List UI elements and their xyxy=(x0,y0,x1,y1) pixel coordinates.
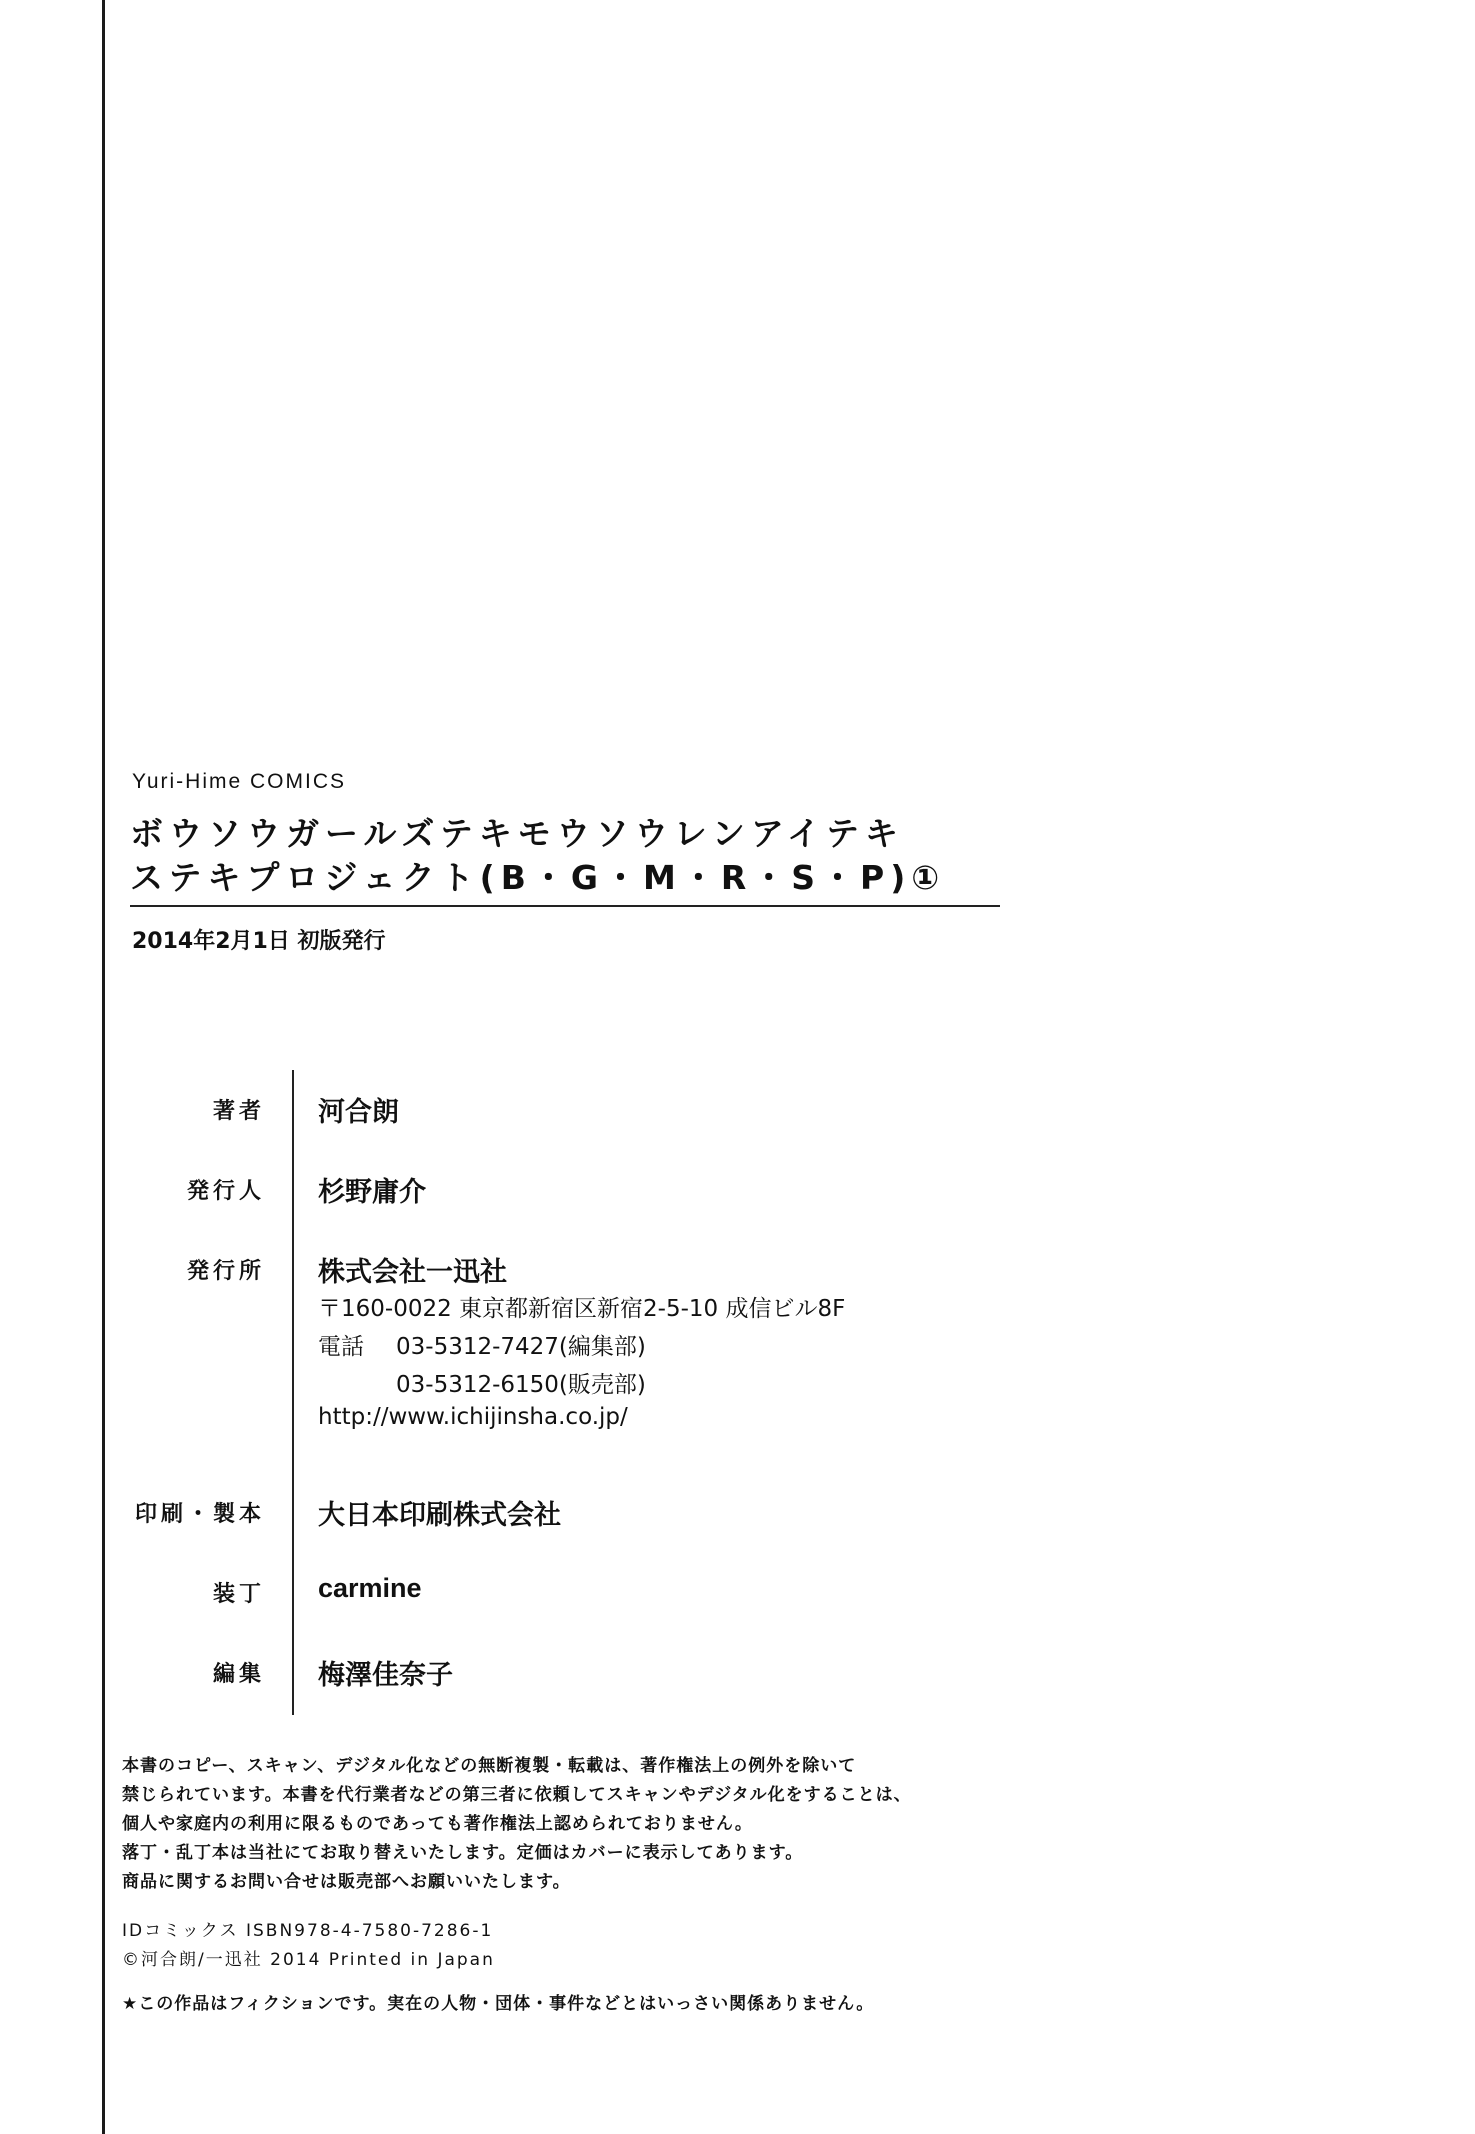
series-name: Yuri-Hime COMICS xyxy=(132,770,347,793)
book-title xyxy=(130,812,1110,900)
isbn-line: IDコミックス ISBN978-4-7580-7286-1 xyxy=(122,1921,494,1941)
publisher-url: http://www.ichijinsha.co.jp/ xyxy=(318,1404,628,1430)
copyright-line: ©河合朗/一迅社 2014 Printed in Japan xyxy=(122,1950,495,1970)
publication-date: 2014年2月1日 初版発行 xyxy=(132,929,386,954)
phone-sales: 03-5312-6150(販売部) xyxy=(396,1372,646,1398)
legal-line: 個人や家庭内の利用に限るものであっても著作権法上認められておりません。 xyxy=(122,1814,753,1834)
editor-label: 編集 xyxy=(212,1662,265,1687)
publisher-label: 発行所 xyxy=(186,1259,265,1284)
title-line-1: ボウソウガールズテキモウソウレンアイテキ xyxy=(130,814,904,853)
fiction-disclaimer: ★この作品はフィクションです。実在の人物・団体・事件などとはいっさい関係ありません。 xyxy=(122,1994,875,2014)
design-value: carmine xyxy=(318,1573,422,1603)
page-border-line xyxy=(102,0,105,2134)
author-value: 河合朗 xyxy=(318,1097,399,1128)
legal-line: 商品に関するお問い合せは販売部へお願いいたします。 xyxy=(122,1872,571,1892)
legal-line: 禁じられています。本書を代行業者などの第三者に依頼してスキャンやデジタル化をすることは、 xyxy=(122,1785,912,1805)
book-identifiers xyxy=(122,1917,495,1975)
issuer-label: 発行人 xyxy=(186,1179,265,1204)
design-label: 装丁 xyxy=(212,1582,265,1607)
legal-line: 本書のコピー、スキャン、デジタル化などの無断複製・転載は、著作権法上の例外を除いて xyxy=(122,1756,857,1776)
phone-label: 電話 xyxy=(318,1334,364,1360)
title-underline xyxy=(130,905,1000,907)
credits-table xyxy=(0,1070,1000,1715)
credits-divider xyxy=(292,1070,294,1715)
publisher-address: 〒160-0022 東京都新宿区新宿2-5-10 成信ビル8F xyxy=(318,1296,846,1322)
issuer-value: 杉野庸介 xyxy=(318,1177,426,1208)
author-label: 著者 xyxy=(212,1099,265,1124)
legal-line: 落丁・乱丁本は当社にてお取り替えいたします。定価はカバーに表示してあります。 xyxy=(122,1843,804,1863)
editor-value: 梅澤佳奈子 xyxy=(318,1660,453,1691)
publisher-value: 株式会社一迅社 xyxy=(318,1257,507,1288)
title-line-2: ステキプロジェクト(B・G・M・R・S・P)① xyxy=(130,858,946,897)
phone-editorial: 03-5312-7427(編集部) xyxy=(396,1334,646,1360)
printing-value: 大日本印刷株式会社 xyxy=(318,1500,561,1531)
legal-notice xyxy=(122,1752,912,1897)
printing-label: 印刷・製本 xyxy=(134,1502,265,1527)
